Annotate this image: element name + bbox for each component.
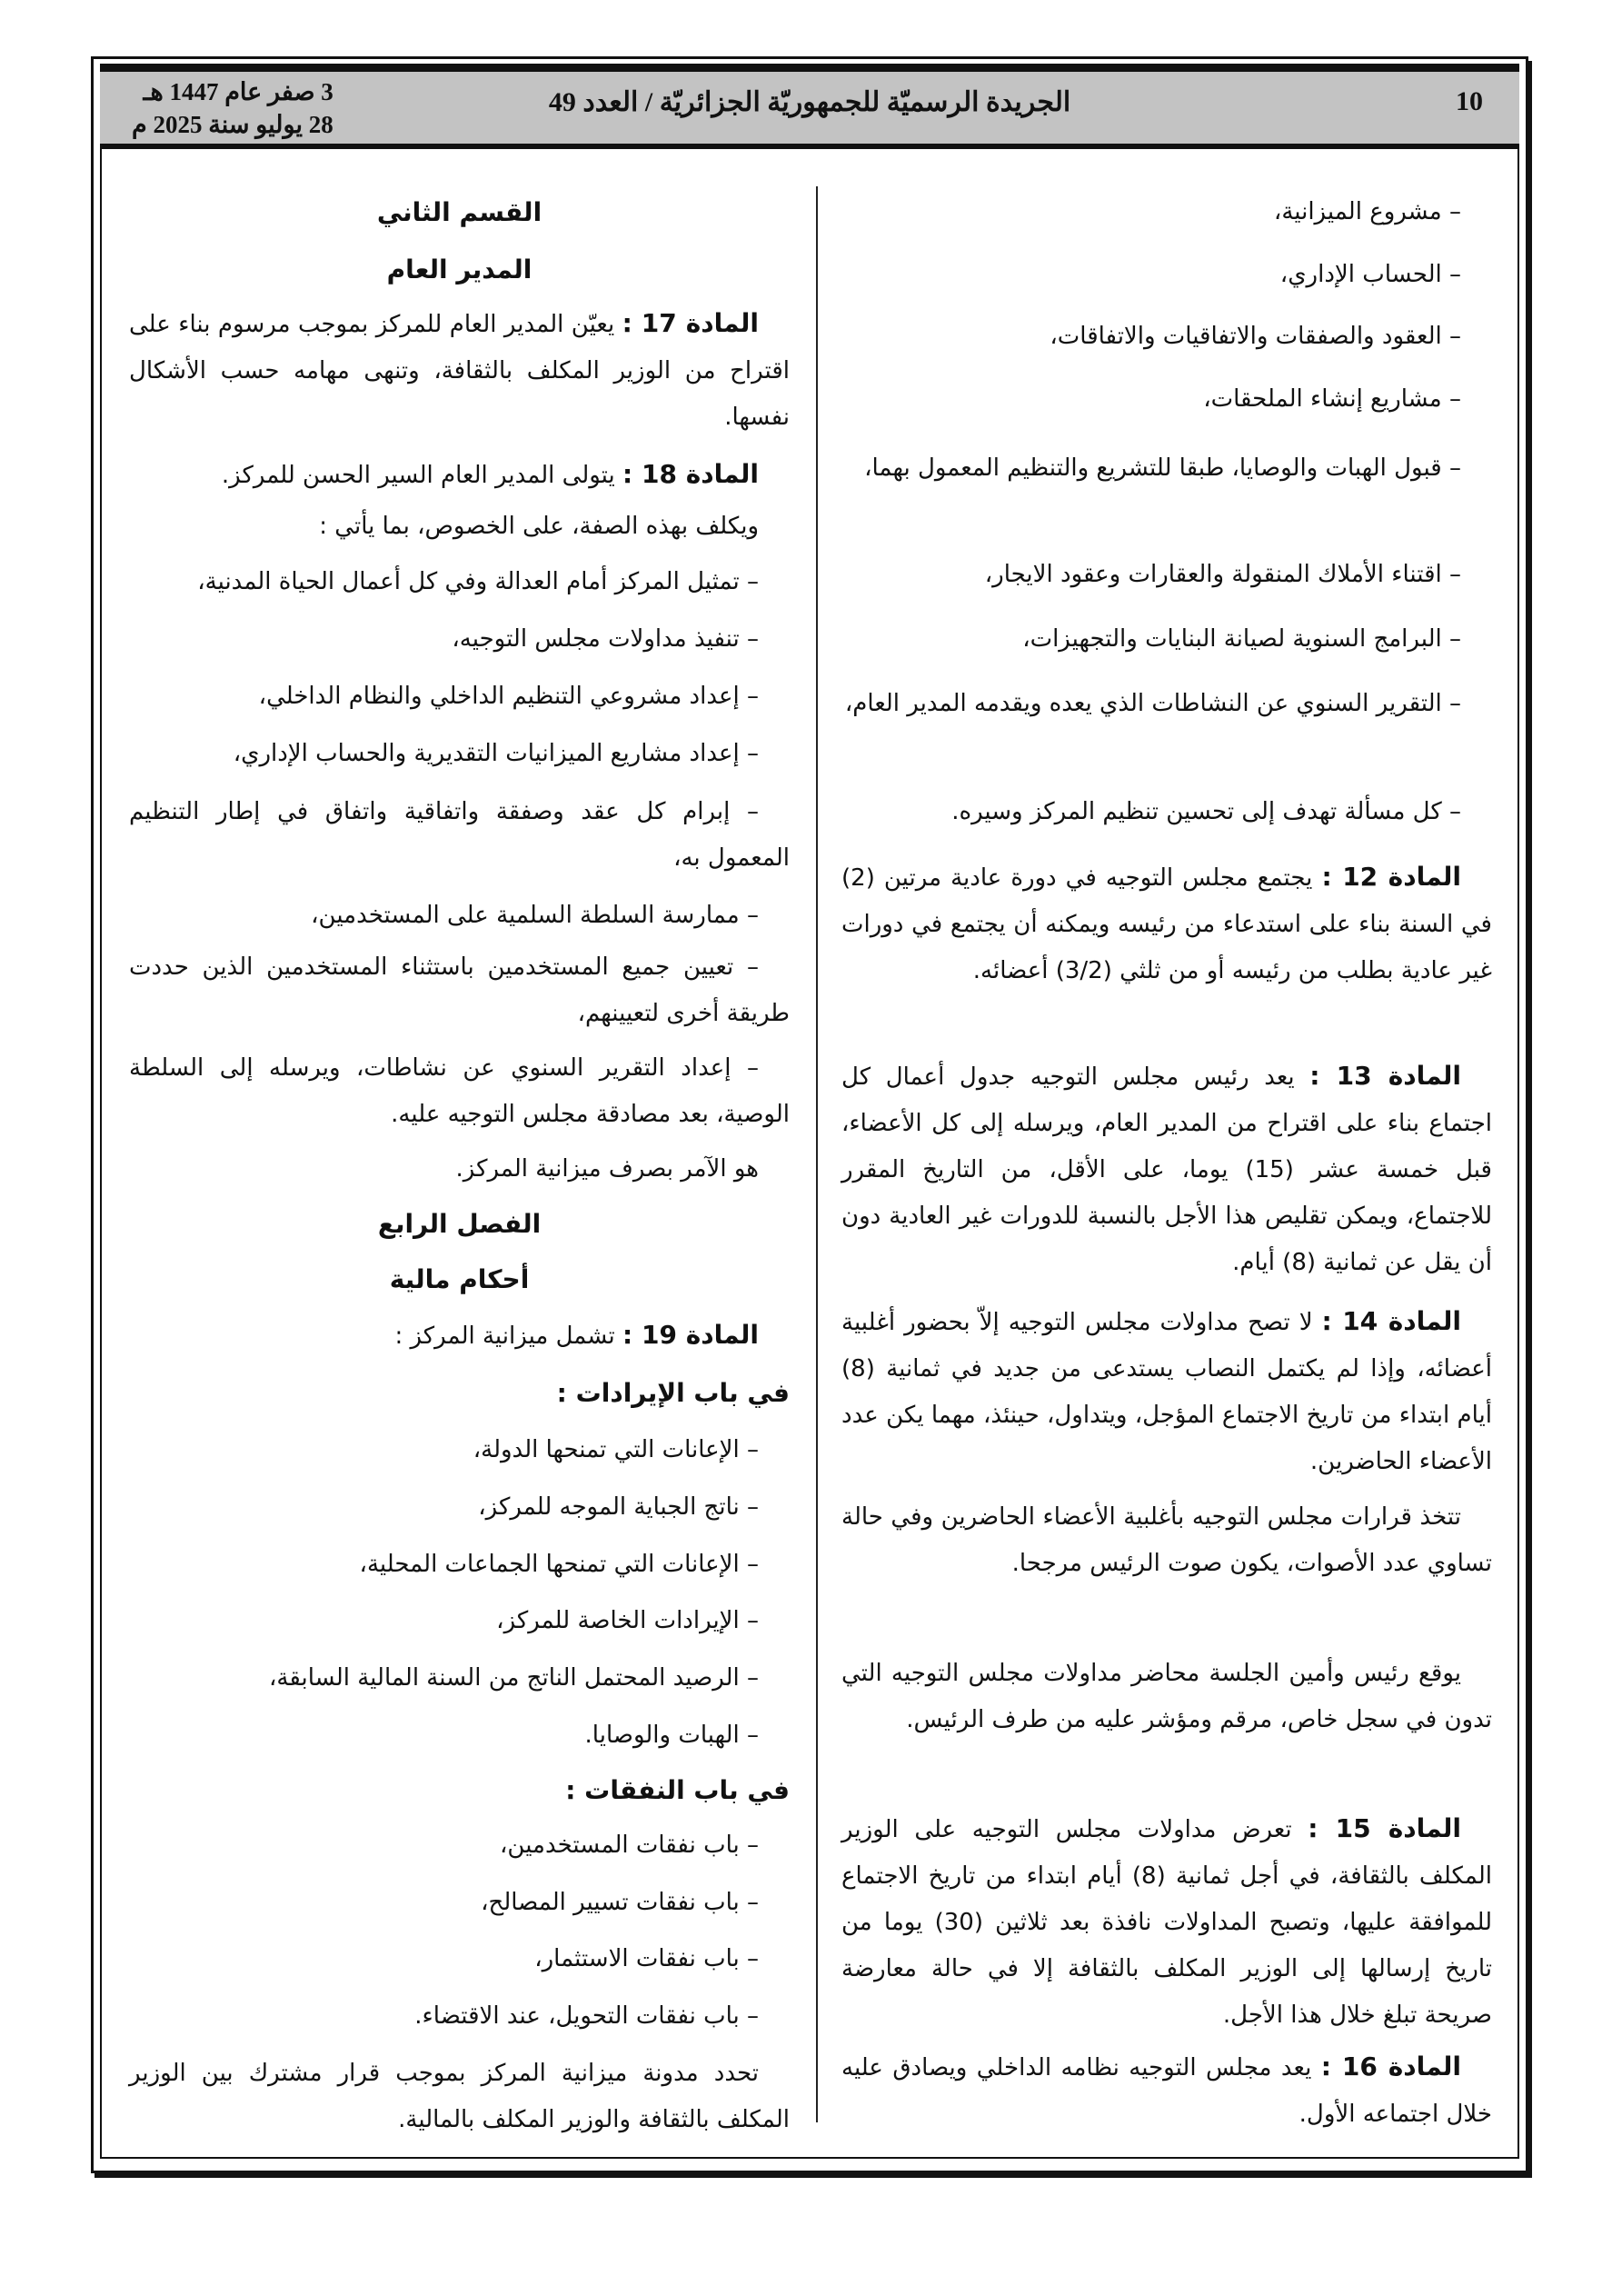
- block-text: – تعيين جميع المستخدمين باستثناء المستخدمين الذين حددت طريقة أخرى لتعيينهم،: [129, 953, 790, 1027]
- block-text: – اقتناء الأملاك المنقولة والعقارات وعقود الايجار،: [984, 561, 1461, 588]
- list-item: [129, 944, 790, 1037]
- block-text: الفصل الرابع: [377, 1209, 542, 1239]
- section-heading: [129, 1256, 790, 1303]
- list-item: [129, 1598, 790, 1644]
- list-item: [129, 731, 790, 777]
- article-label: المادة 16 :: [1320, 2051, 1462, 2081]
- block-text: – العقود والصفقات والاتفاقيات والاتفاقات،: [1050, 323, 1461, 350]
- page-number: 10: [1456, 86, 1483, 116]
- block-text: يعد رئيس مجلس التوجيه جدول أعمال كل اجتماع بناء على اقتراح من المدير العام، ويرسله إلى كل الأعضاء، قبل خمسة عشر (15) يوما، على الأقل، من التاريخ المقرر للاجتماع، ويمكن تقليص هذا الأجل بالنسبة للدورات غير العادية دون أن يقل عن ثمانية (8) أيام.: [841, 1063, 1492, 1276]
- block-text: – تمثيل المركز أمام العدالة وفي كل أعمال الحياة المدنية،: [197, 568, 759, 595]
- list-item: [129, 1045, 790, 1138]
- list-item: [129, 1427, 790, 1473]
- list-item: [129, 674, 790, 720]
- list-item: [841, 445, 1492, 492]
- block-text: – باب نفقات المستخدمين،: [500, 1832, 759, 1859]
- list-item: [841, 252, 1492, 298]
- block-text: – إبرام كل عقد وصفقة واتفاقية واتفاق في إطار التنظيم المعمول به،: [129, 798, 790, 872]
- block-text: يعد مجلس التوجيه نظامه الداخلي ويصادق عليه خلال اجتماعه الأول.: [841, 2054, 1492, 2128]
- article-paragraph: [129, 1312, 790, 1360]
- block-text: – الإعانات التي تمنحها الدولة،: [473, 1436, 759, 1463]
- list-item: [841, 789, 1492, 835]
- page-header: [100, 65, 1519, 149]
- list-item: [841, 552, 1492, 598]
- list-item: [129, 893, 790, 939]
- article-label: المادة 12 :: [1321, 862, 1461, 892]
- list-item: [129, 1484, 790, 1531]
- subsection-heading: [129, 1370, 790, 1416]
- block-text: – قبول الهبات والوصايا، طبقا للتشريع والتنظيم المعمول بهما،: [864, 454, 1461, 482]
- block-text: في باب النفقات :: [565, 1775, 790, 1805]
- paragraph: [129, 2051, 790, 2143]
- block-text: تشمل ميزانية المركز :: [394, 1323, 623, 1350]
- list-item: [129, 616, 790, 663]
- section-heading: [129, 246, 790, 293]
- list-item: [129, 789, 790, 882]
- block-text: المدير العام: [386, 255, 532, 285]
- paragraph: [129, 1146, 790, 1193]
- block-text: – التقرير السنوي عن النشاطات الذي يعده ويقدمه المدير العام،: [844, 690, 1461, 717]
- block-text: – تنفيذ مداولات مجلس التوجيه،: [452, 625, 759, 653]
- block-text: – باب نفقات تسيير المصالح،: [481, 1889, 759, 1916]
- list-item: [129, 1712, 790, 1759]
- block-text: – ناتج الجباية الموجه للمركز،: [478, 1493, 759, 1521]
- block-text: في باب الإيرادات :: [556, 1378, 790, 1408]
- article-label: المادة 14 :: [1321, 1306, 1461, 1336]
- block-text: – مشاريع إنشاء الملحقات،: [1203, 385, 1461, 413]
- article-label: المادة 15 :: [1308, 1813, 1462, 1843]
- block-text: – الهبات والوصايا.: [584, 1722, 759, 1749]
- list-item: [841, 681, 1492, 727]
- article-paragraph: [841, 854, 1492, 994]
- block-text: تتخذ قرارات مجلس التوجيه بأغلبية الأعضاء الحاضرين وفي حالة تساوي عدد الأصوات، يكون صوت الرئيس مرجحا.: [841, 1503, 1492, 1577]
- date-hijri: 3 صفر عام 1447 هـ: [143, 78, 333, 105]
- block-text: تعرض مداولات مجلس التوجيه على الوزير المكلف بالثقافة، في أجل ثمانية (8) أيام ابتداء من تاريخ الاجتماع للموافقة عليها، وتصبح المداولات نافذة بعد ثلاثين (30) يوما من تاريخ إرسالها إلى الوزير المكلف بالثقافة إلا في حالة معارضة صريحة تبلغ خلال هذا الأجل.: [841, 1816, 1492, 2029]
- list-item: [841, 376, 1492, 423]
- block-text: القسم الثاني: [376, 197, 542, 227]
- block-text: لا تصح مداولات مجلس التوجيه إلاّ بحضور أغلبية أعضائه، وإذا لم يكتمل النصاب يستدعى من جديد في ثمانية (8) أيام ابتداء من تاريخ الاجتماع المؤجل، ويتداول، حينئذ، مهما يكن عدد الأعضاء الحاضرين.: [841, 1309, 1492, 1475]
- article-label: المادة 19 :: [622, 1320, 759, 1350]
- block-text: تحدد مدونة ميزانية المركز بموجب قرار مشترك بين الوزير المكلف بالثقافة والوزير المكلف بالمالية.: [129, 2060, 790, 2133]
- article-paragraph: [841, 1805, 1492, 2039]
- list-item: [841, 189, 1492, 235]
- block-text: – الإيرادات الخاصة للمركز،: [496, 1607, 759, 1634]
- block-text: – إعداد التقرير السنوي عن نشاطات، ويرسله إلى السلطة الوصية، بعد مصادقة مجلس التوجيه عليه.: [129, 1054, 790, 1128]
- block-text: – الإعانات التي تمنحها الجماعات المحلية،: [359, 1551, 759, 1578]
- block-text: يوقع رئيس وأمين الجلسة محاضر مداولات مجلس التوجيه التي تدون في سجل خاص، مرقم ومؤشر عليه من طرف الرئيس.: [841, 1660, 1492, 1733]
- block-text: – البرامج السنوية لصيانة البنايات والتجهيزات،: [1022, 625, 1461, 653]
- journal-title: الجريدة الرسميّة للجمهوريّة الجزائريّة / العدد 49: [548, 87, 1071, 117]
- column-divider: [816, 186, 818, 2122]
- list-item: [129, 1936, 790, 1982]
- article-paragraph: [841, 1053, 1492, 1286]
- subsection-heading: [129, 1767, 790, 1813]
- block-text: – إعداد مشاريع الميزانيات التقديرية والحساب الإداري،: [233, 740, 759, 767]
- block-text: – كل مسألة تهدف إلى تحسين تنظيم المركز وسيره.: [951, 798, 1461, 825]
- section-heading: [129, 1201, 790, 1247]
- article-paragraph: [841, 2043, 1492, 2138]
- list-item: [129, 1880, 790, 1926]
- article-label: المادة 17 :: [622, 308, 759, 338]
- list-item: [129, 1542, 790, 1588]
- block-text: يعيّن المدير العام للمركز بموجب مرسوم بناء على اقتراح من الوزير المكلف بالثقافة، وتنهى مهامه حسب الأشكال نفسها.: [129, 311, 790, 431]
- list-item: [841, 314, 1492, 360]
- block-text: – مشروع الميزانية،: [1273, 198, 1461, 225]
- article-paragraph: [841, 1298, 1492, 1485]
- article-label: المادة 18 :: [622, 459, 759, 489]
- block-text: يجتمع مجلس التوجيه في دورة عادية مرتين (2) في السنة بناء على استدعاء من رئيسه ويمكنه أن يجتمع في دورات غير عادية بطلب من رئيسه أو من ثلثي (3/2) أعضائه.: [841, 864, 1492, 984]
- block-text: يتولى المدير العام السير الحسن للمركز.: [221, 462, 623, 489]
- block-text: أحكام مالية: [389, 1264, 530, 1294]
- list-item: [129, 1655, 790, 1702]
- block-text: – باب نفقات التحويل، عند الاقتضاء.: [414, 2002, 759, 2030]
- section-heading: [129, 189, 790, 235]
- paragraph: [841, 1494, 1492, 1587]
- article-label: المادة 13 :: [1309, 1061, 1461, 1091]
- block-text: هو الآمر بصرف ميزانية المركز.: [455, 1155, 759, 1183]
- paragraph: [841, 1651, 1492, 1743]
- list-item: [841, 616, 1492, 663]
- block-text: ويكلف بهذه الصفة، على الخصوص، بما يأتي :: [319, 513, 759, 540]
- block-text: – ممارسة السلطة السلمية على المستخدمين،: [311, 902, 759, 929]
- article-paragraph: [129, 451, 790, 499]
- date-gregorian: 28 يوليو سنة 2025 م: [132, 111, 333, 138]
- block-text: – الرصيد المحتمل الناتج من السنة المالية السابقة،: [268, 1664, 759, 1692]
- list-item: [129, 1993, 790, 2040]
- block-text: – الحساب الإداري،: [1279, 261, 1461, 288]
- paragraph: [129, 504, 790, 550]
- block-text: – إعداد مشروعي التنظيم الداخلي والنظام الداخلي،: [258, 683, 759, 710]
- block-text: – باب نفقات الاستثمار،: [534, 1945, 759, 1972]
- article-paragraph: [129, 300, 790, 441]
- list-item: [129, 559, 790, 605]
- list-item: [129, 1822, 790, 1869]
- issue-date: [132, 75, 333, 141]
